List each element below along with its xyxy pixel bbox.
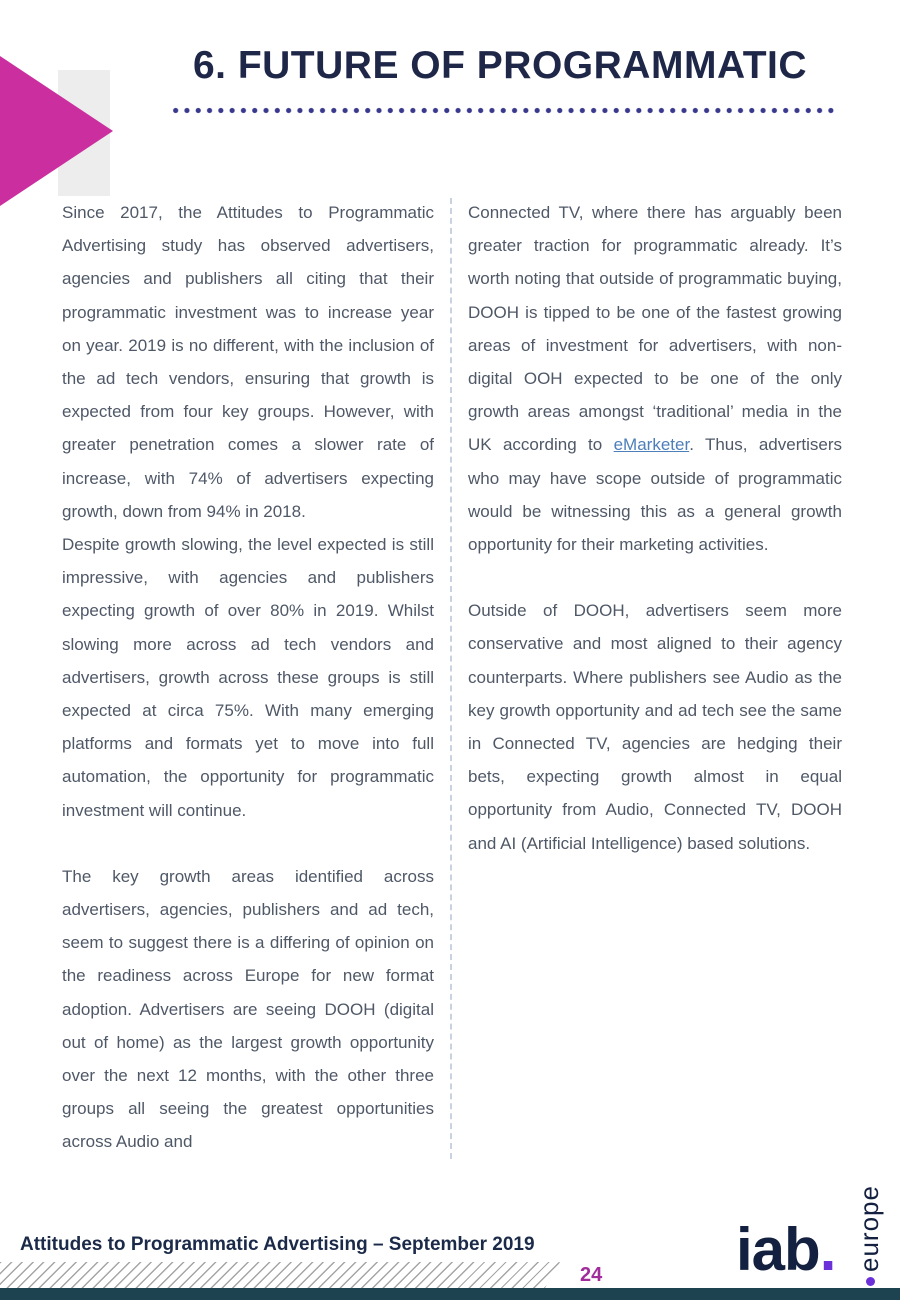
logo-iab-text: iab bbox=[736, 1216, 820, 1283]
page-number: 24 bbox=[580, 1264, 603, 1286]
footer-title: Attitudes to Programmatic Advertising – September 2019 bbox=[20, 1234, 535, 1255]
column-divider bbox=[450, 198, 452, 1159]
emarketer-link[interactable]: eMarketer bbox=[613, 435, 690, 455]
paragraph: The key growth areas identified across advertisers, agencies, publishers and ad tech, seem to suggest there is a differing of opinion on the readiness across Europe for new format adoption. Advertisers are seeing DOOH (digital out of home) as the largest growth opportunity over the next 12 months, with the other three groups all seeing the greatest opportunities across Audio and bbox=[62, 866, 434, 1152]
article-body bbox=[62, 196, 842, 1159]
logo-europe-dot-icon bbox=[866, 1277, 875, 1286]
paragraph: Despite growth slowing, the level expected is still impressive, with agencies and publishers expecting growth of over 80% in 2019. Whilst slowing more across ad tech vendors and advertisers, growth across these groups is still expected at circa 75%. With many emerging platforms and formats yet to move into full automation, the opportunity for programmatic investment will continue. bbox=[62, 535, 434, 820]
paragraph bbox=[468, 196, 842, 561]
paragraph-text: Connected TV, where there has arguably been greater traction for programmatic already. It’s worth noting that outside of programmatic buying, DOOH is tipped to be one of the fastest growing areas of investment for advertisers, with non-digital OOH expected to be one of the only growth areas amongst ‘traditional’ media in the UK according to bbox=[468, 203, 842, 455]
page-title: 6. FUTURE OF PROGRAMMATIC bbox=[192, 44, 808, 87]
logo-iab-wordmark bbox=[736, 1216, 836, 1283]
bottom-bar bbox=[0, 1288, 900, 1300]
paragraph: Outside of DOOH, advertisers seem more conservative and most aligned to their agency counterparts. Where publishers see Audio as the key growth opportunity and ad tech see the same in Connected TV, agencies are hedging their bets, expecting growth almost in equal opportunity from Audio, Connected TV, DOOH and AI (Artificial Intelligence) based solutions. bbox=[468, 601, 842, 853]
hatch-pattern bbox=[0, 1262, 560, 1288]
left-column bbox=[62, 196, 434, 1159]
right-column bbox=[468, 196, 842, 1159]
paragraph: Since 2017, the Attitudes to Programmatic Advertising study has observed advertisers, agencies and publishers all citing that their programmatic investment was to increase year on year. 2019 is no different, with the inclusion of the ad tech vendors, ensuring that growth is expected from four key groups. However, with greater penetration comes a slower rate of increase, with 74% of advertisers expecting growth, down from 94% in 2018. bbox=[62, 203, 434, 521]
logo-iab-dot: . bbox=[819, 1216, 836, 1283]
iab-europe-logo bbox=[736, 1178, 884, 1288]
logo-europe-text: europe bbox=[854, 1185, 884, 1272]
dotted-separator bbox=[170, 107, 838, 114]
paragraph-text: . Thus, advertisers who may have scope outside of programmatic would be witnessing this as a general growth opportunity for their marketing activities. bbox=[468, 435, 842, 555]
